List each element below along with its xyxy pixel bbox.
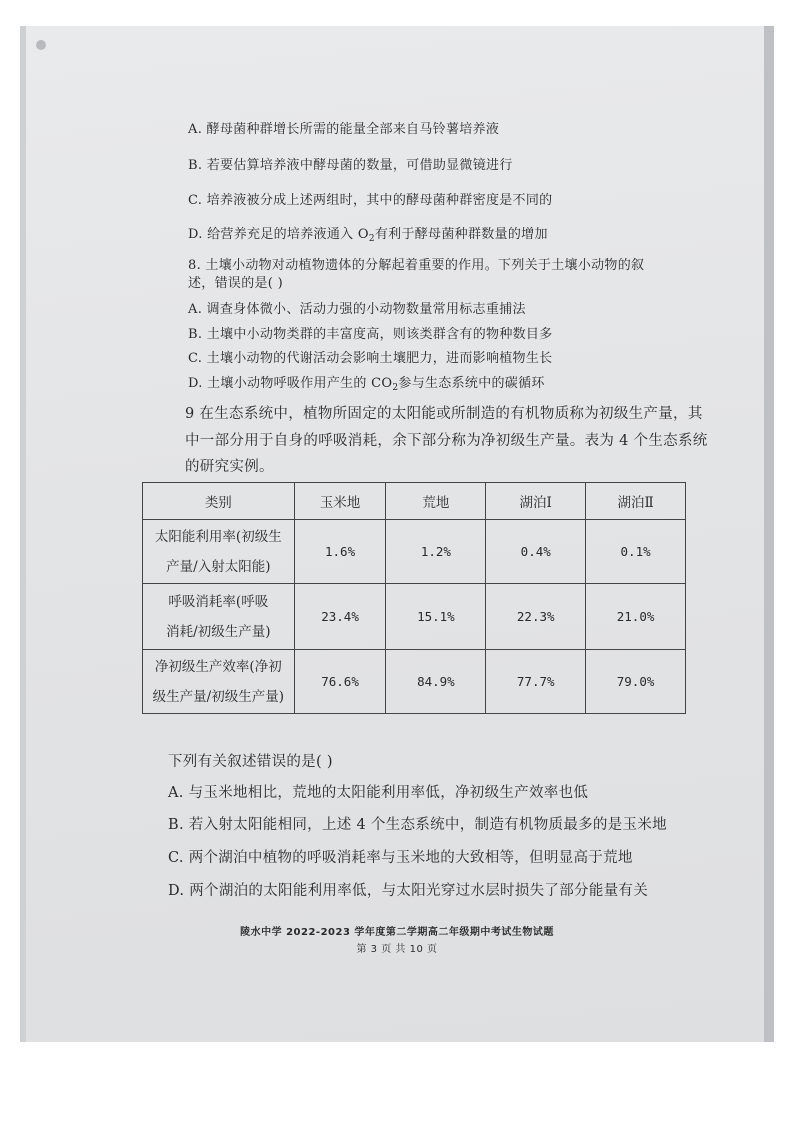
row-label: 太阳能利用率(初级生 产量/入射太阳能) [143,520,295,584]
q8-stem-line-1: 8. 土壤小动物对动植物遗体的分解起着重要的作用。下列关于土壤小动物的叙 [188,258,645,273]
q9-option-a: A. 与玉米地相比，荒地的太阳能利用率低，净初级生产效率也低 [168,785,589,801]
table-header-cell: 类别 [143,483,295,520]
row-label: 净初级生产效率(净初 级生产量/初级生产量) [143,650,295,714]
q9-stem-line-1: 9 在生态系统中，植物所固定的太阳能或所制造的有机物质称为初级生产量，其 [185,406,703,422]
page-shadow-right [764,26,774,1042]
table-cell: 15.1% [386,584,486,650]
page-number: 第 3 页 共 10 页 [356,944,438,955]
exam-title-footer: 陵水中学 2022-2023 学年度第二学期高二年级期中考试生物试题 [240,927,554,938]
q9-option-d: D. 两个湖泊的太阳能利用率低，与太阳光穿过水层时损失了部分能量有关 [168,883,649,899]
table-cell: 0.4% [486,520,586,584]
table-header-cell: 湖泊Ⅰ [486,483,586,520]
table-row [143,584,686,650]
table-cell: 79.0% [586,650,686,714]
table-cell: 21.0% [586,584,686,650]
q8-option-c: C. 土壤小动物的代谢活动会影响土壤肥力，进而影响植物生长 [188,351,553,366]
table-row [143,650,686,714]
q9-stem-line-2: 中一部分用于自身的呼吸消耗，余下部分称为净初级生产量。表为 4 个生态系统 [185,433,708,449]
q9-option-b: B. 若入射太阳能相同，上述 4 个生态系统中，制造有机物质最多的是玉米地 [168,817,667,833]
q7-option-c: C. 培养液被分成上述两组时，其中的酵母菌种群密度是不同的 [188,193,553,208]
binder-hole [36,40,46,50]
q7-option-b: B. 若要估算培养液中酵母菌的数量，可借助显微镜进行 [188,158,513,173]
table-cell: 77.7% [486,650,586,714]
q9-option-c: C. 两个湖泊中植物的呼吸消耗率与玉米地的大致相等，但明显高于荒地 [168,850,633,866]
q7-option-d: D. 给营养充足的培养液通入 $O_2$有利于酵母菌种群数量的增加 [188,227,548,244]
q9-question: 下列有关叙述错误的是( ) [168,754,333,770]
table-cell: 0.1% [586,520,686,584]
q8-option-a: A. 调查身体微小、活动力强的小动物数量常用标志重捕法 [188,302,526,317]
q7-option-a: A. 酵母菌种群增长所需的能量全部来自马铃薯培养液 [188,122,500,137]
table-header-row [143,483,686,520]
row-label: 呼吸消耗率(呼吸 消耗/初级生产量) [143,584,295,650]
q9-stem-line-3: 的研究实例。 [185,459,274,475]
table-cell: 84.9% [386,650,486,714]
table-header-cell: 湖泊Ⅱ [586,483,686,520]
table-cell: 1.2% [386,520,486,584]
q8-option-d: D. 土壤小动物呼吸作用产生的 $CO_2$参与生态系统中的碳循环 [188,376,545,393]
ecosystem-table [142,482,686,714]
table-header-cell: 玉米地 [294,483,386,520]
table-cell: 22.3% [486,584,586,650]
table-header-cell: 荒地 [386,483,486,520]
table-row [143,520,686,584]
table-cell: 1.6% [294,520,386,584]
q8-option-b: B. 土壤中小动物类群的丰富度高，则该类群含有的物种数目多 [188,327,553,342]
scanned-page [20,26,774,1042]
table-cell: 23.4% [294,584,386,650]
table-cell: 76.6% [294,650,386,714]
q8-stem-line-2: 述，错误的是( ) [188,276,283,291]
page-shadow-left [20,26,26,1042]
